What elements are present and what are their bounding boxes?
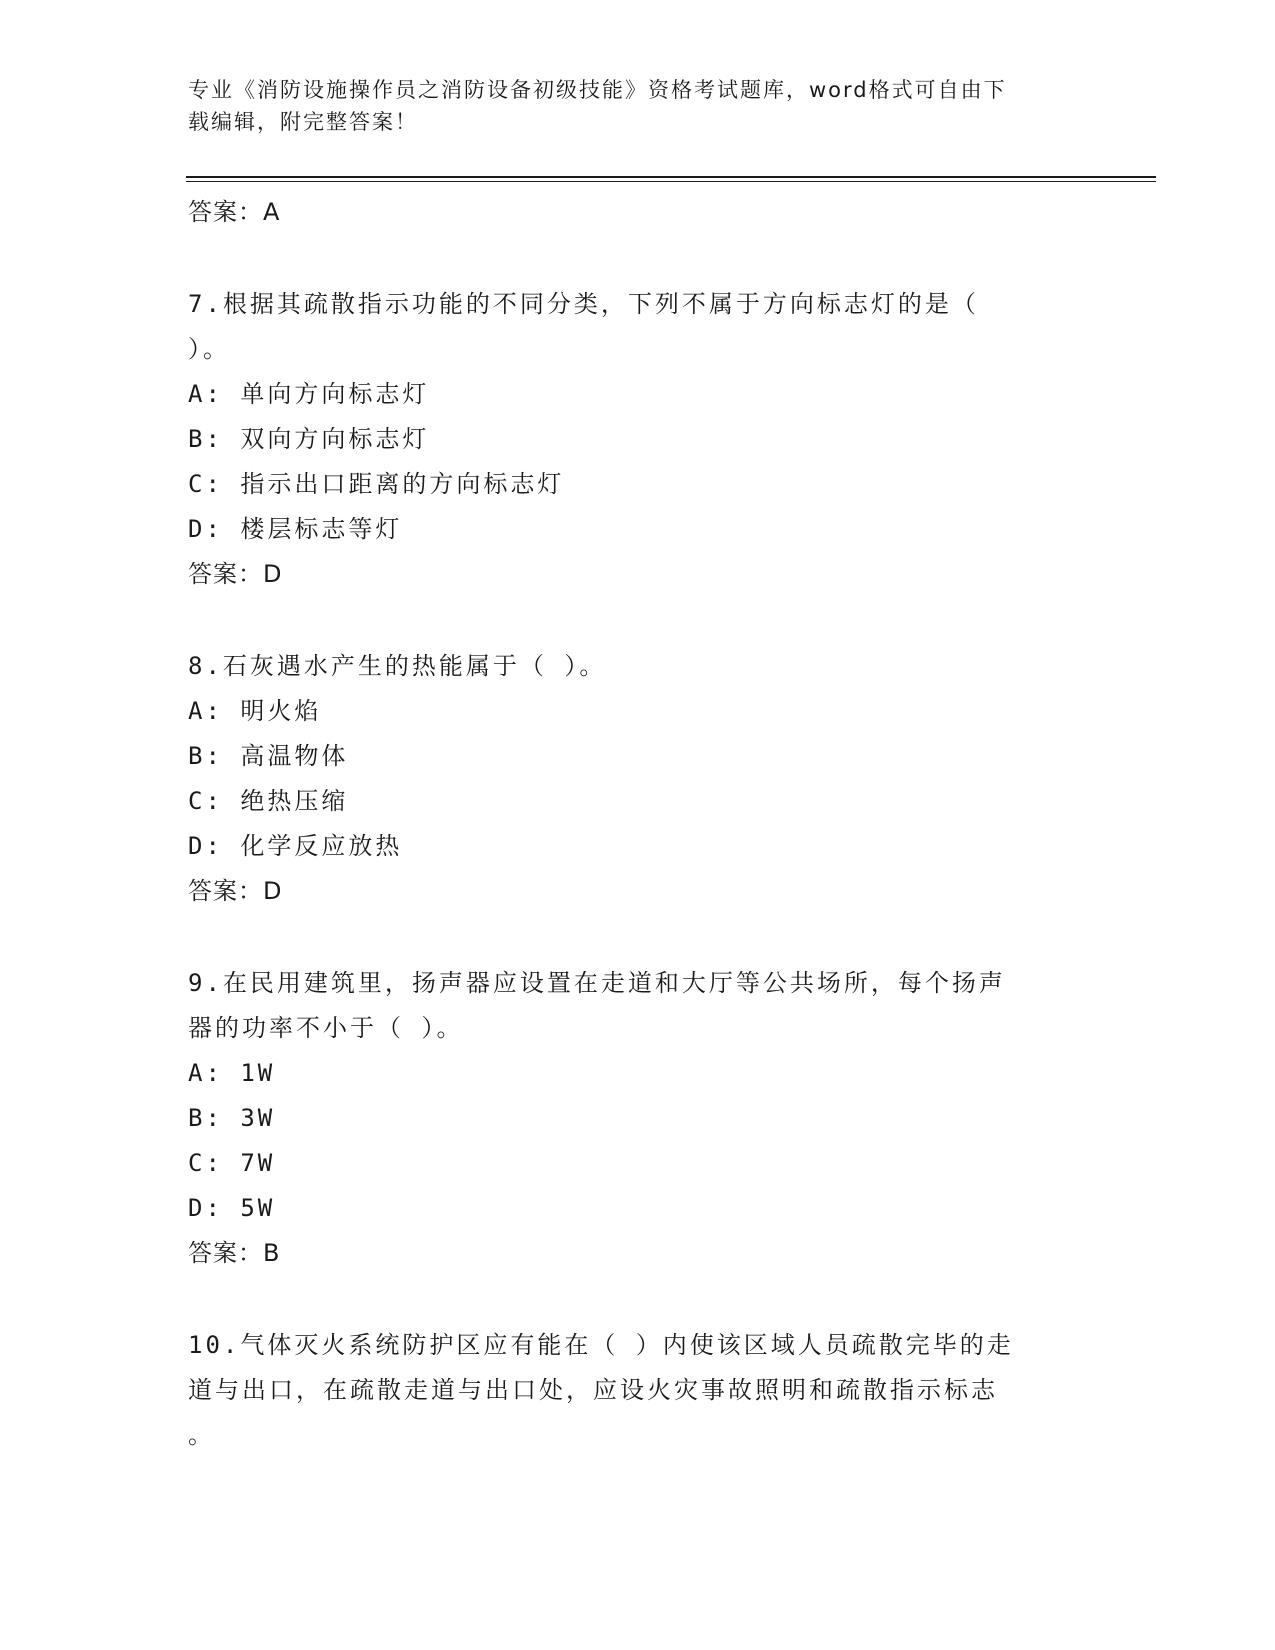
header-divider-thick xyxy=(186,176,1156,178)
header-title-line-2: 载编辑，附完整答案！ xyxy=(188,110,418,134)
question-list xyxy=(188,190,1088,1458)
answer-line: 答案：A xyxy=(188,198,281,226)
option-c: C: 7W xyxy=(188,1149,276,1177)
question-stem: 9.在民用建筑里，扬声器应设置在走道和大厅等公共场所，每个扬声 xyxy=(188,969,1006,997)
answer-line: 答案：B xyxy=(188,1239,281,1267)
header-divider-thin xyxy=(186,181,1156,182)
option-b: B: 双向方向标志灯 xyxy=(188,425,430,453)
answer-line: 答案：D xyxy=(188,560,283,588)
option-a: A: 1W xyxy=(188,1059,276,1087)
question-stem: 10.气体灭火系统防护区应有能在（ ）内使该区域人员疏散完毕的走 xyxy=(188,1331,1014,1359)
option-b: B: 3W xyxy=(188,1104,276,1132)
question-stem: 7.根据其疏散指示功能的不同分类，下列不属于方向标志灯的是（ xyxy=(188,290,979,318)
option-d: D: 楼层标志等灯 xyxy=(188,515,403,543)
option-d: D: 化学反应放热 xyxy=(188,832,403,860)
question-block-7 xyxy=(188,282,1088,596)
header-title-line-1: 专业《消防设施操作员之消防设备初级技能》资格考试题库，word格式可自由下 xyxy=(188,78,1007,102)
option-c: C: 绝热压缩 xyxy=(188,787,349,815)
option-c: C: 指示出口距离的方向标志灯 xyxy=(188,470,565,498)
option-b: B: 高温物体 xyxy=(188,742,349,770)
question-block-8 xyxy=(188,644,1088,913)
answer-line: 答案：D xyxy=(188,877,283,905)
question-stem: 器的功率不小于（ ）。 xyxy=(188,1014,464,1042)
question-block-9 xyxy=(188,961,1088,1275)
question-stem: 道与出口，在疏散走道与出口处，应设火灾事故照明和疏散指示标志 xyxy=(188,1376,998,1404)
option-a: A: 明火焰 xyxy=(188,697,322,725)
question-stem: 。 xyxy=(188,1421,215,1449)
option-d: D: 5W xyxy=(188,1194,276,1222)
question-block-10 xyxy=(188,1323,1088,1458)
option-a: A: 单向方向标志灯 xyxy=(188,380,430,408)
document-header xyxy=(188,74,1068,138)
question-stem: 8.石灰遇水产生的热能属于（ ）。 xyxy=(188,652,607,680)
question-stem: ）。 xyxy=(188,335,230,363)
